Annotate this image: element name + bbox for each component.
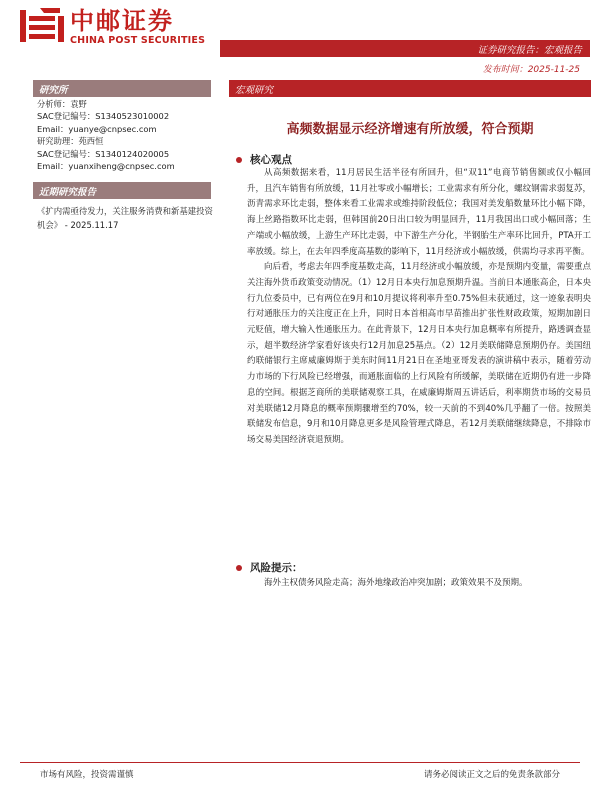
- footer-divider: [20, 762, 580, 763]
- category-bar: [229, 80, 591, 97]
- institute-heading-bar: [33, 80, 211, 97]
- bullet-icon: [236, 157, 242, 163]
- analyst-name: 分析师：袁野: [37, 99, 87, 109]
- recent-reports-heading-bar: [33, 182, 211, 199]
- key-points-heading: 核心观点: [236, 152, 292, 167]
- report-type-bar: [220, 40, 590, 57]
- assistant-email[interactable]: Email：yuanxiheng@cnpsec.com: [37, 161, 175, 172]
- category-label: 宏观研究: [235, 85, 274, 96]
- china-post-logo-icon: [20, 6, 64, 46]
- publish-date: 发布时间：2025-11-25: [482, 65, 580, 75]
- analyst-info: [37, 98, 212, 172]
- institute-heading: 研究所: [39, 85, 68, 96]
- report-title: 高频数据显示经济增速有所放缓，符合预期: [286, 122, 534, 137]
- key-points-body: [247, 166, 591, 449]
- recent-reports-heading: 近期研究报告: [39, 187, 97, 198]
- assistant-name: 研究助理：苑西恒: [37, 136, 104, 147]
- footer-disclaimer: 请务必阅读正文之后的免责条款部分: [423, 770, 560, 780]
- logo-chinese-name: 中邮证券: [70, 7, 174, 35]
- analyst-email[interactable]: Email：yuanye@cnpsec.com: [37, 123, 157, 134]
- footer-risk-warning: 市场有风险，投资需谨慎: [40, 770, 134, 780]
- report-type-label: 证券研究报告：宏观报告: [477, 45, 582, 56]
- analyst-sac-number: SAC登记编号：S1340523010002: [37, 111, 170, 122]
- risk-paragraph: 海外主权债务风险走高；海外地缘政治冲突加剧；政策效果不及预期。: [264, 578, 528, 588]
- logo-english-name: CHINA POST SECURITIES: [70, 35, 206, 46]
- company-logo: [20, 6, 205, 48]
- risk-heading: 风险提示：: [236, 560, 303, 575]
- risk-body: [247, 575, 591, 591]
- paragraph-1: 从高频数据来看，11月居民生活半径有所回升，但“双11”电商节销售额或仅小幅回升，且汽车销售有所放缓，11月社零或小幅增长；工业需求有所分化，螺纹钢需求弱复苏，沥青需求环比走弱，整体来看工业需求或维持阶段低位；我国对美发船数量环比小幅下降，海上丝路指数环比走弱，但韩国前20日出口较为明显回升，11月我国出口或小幅回落；生产端或小幅放缓，上游生产环比走弱，中下游生产分化，半钢胎生产率环比回升，PTA开工率放缓。综上，在去年四季度高基数的影响下，11月经济或小幅放缓，供需均寻求再平衡。: [247, 168, 591, 257]
- assistant-sac-number: SAC登记编号：S1340124020005: [37, 148, 170, 159]
- recent-report-link[interactable]: 《扩内需亟待发力，关注服务消费和新基建投资机会》 - 2025.11.17: [37, 206, 213, 230]
- bullet-icon: [236, 565, 242, 571]
- paragraph-2: 向后看，考虑去年四季度基数走高，11月经济或小幅放缓，亦是预期内变量，需要重点关注海外货币政策变动情况。（1）12月日本央行加息预期升温。当前日本通胀高企，日本央行九位委员中，已有两位在9月和10月提议将利率升至0.75%但未获通过，这一迹象表明央行对通胀压力的关注度正在上升，同时日本首相高市早苗推出扩张性财政政策，短期加剧日元贬值，增大输入性通胀压力。在此背景下，12月日本央行加息概率有所提升，路透调查显示，超半数经济学家看好该央行12月加息25基点。（2）12月美联储降息预期仍存。美国纽约联储银行主席威廉姆斯于美东时间11月21日在圣地亚哥发表的演讲稿中表示，随着劳动力市场的下行风险已经增强，而通胀面临的上行风险有所缓解，美联储在近期仍有进一步降息的空间。根据芝商所的美联储观察工具，在威廉姆斯周五讲话后，利率期货市场的交易员对美联储12月降息的概率预期骤增至约70%，较一天前的不到40%几乎翻了一倍。按照美联储发布信息，9月和10月降息更多是风险管理式降息，若12月美联储继续降息，不排除市场交易美国经济衰退预期。: [247, 262, 591, 445]
